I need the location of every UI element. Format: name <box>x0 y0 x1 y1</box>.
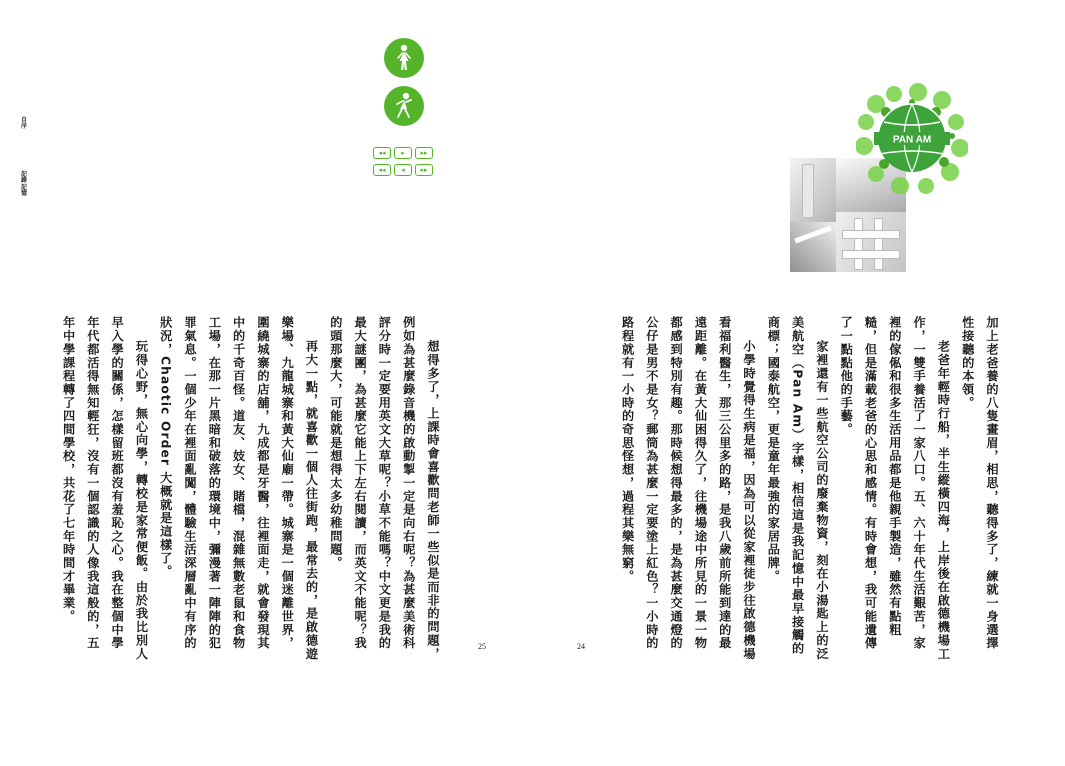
fast-forward-button: ▸▸ <box>415 147 433 159</box>
running-person-icon <box>384 86 424 126</box>
running-header-preface: 自序 <box>20 117 27 131</box>
paragraph: 加上老爸養的八隻畫眉，相思，聽得多了，練就一身選擇性接聽的本領。 <box>960 316 999 650</box>
left-page-body-text <box>55 316 445 661</box>
media-controls-bottom <box>373 164 433 176</box>
paragraph: 老爸年輕時行船，半生縱橫四海，上岸後在啟德機場工作，一雙手養活了一家八口。五、六十年代生活艱苦，家裡的傢俬和很多生活用品都是他親手製造，雖然有點粗糙，但是滿載老爸的心思和感情。有時會想，我可能遺傳了一點點他的手藝。 <box>839 316 951 661</box>
rewind-button: ◂◂ <box>373 147 391 159</box>
paragraph: 再大一點，就喜歡一個人往街跑，最常去的，是啟德遊樂場、九龍城寨和黃大仙廟一帶。城寨是一個迷離世界，圍繞城寨的店舖，九成都是牙醫，往裡面走，就會發現其中的千奇百怪。道友、妓女、賭檔，混雜無數老鼠和食物工場，在那一片黑暗和破落的環境中，彌漫著一陣陣的犯罪氣息。一個少年在裡面亂闖，體驗生活深層亂中有序的狀況，Chaotic Order 大概就是這樣了。 <box>158 316 319 661</box>
play-button: ▸ <box>394 147 412 159</box>
right-page-body-text <box>620 316 1004 661</box>
standing-person-icon <box>384 38 424 78</box>
paragraph: 小學時覺得生病是福，因為可以從家裡徒步往啟德機場看福利醫生，那三公里多的路，是我八歲前所能到達的最遠距離。在黃大仙困得久了，往機場途中所見的一景一物都感到特別有趣。那時候想得最多的，是為甚麼交通燈的公仔是男不是女？郵筒為甚麼一定要塗上紅色？一小時的路程就有一小時的奇思怪想，過程其樂無窮。 <box>620 316 757 661</box>
reverse-play-button: ◂ <box>394 164 412 176</box>
running-header-book-title: 記錄記憶 <box>20 171 27 197</box>
paragraph: 玩得心野，無心向學，轉校是家常便飯。由於我比別人早入學的關係，怎樣留班都沒有羞恥之心。我在整個中學年代都活得無知輕狂，沒有一個認識的人像我這般的，五年中學課程轉了四間學校，共花了七年時間才畢業。 <box>61 316 149 661</box>
pan-am-logo-icon <box>856 82 968 194</box>
fast-forward-button: ▸▸ <box>415 164 433 176</box>
media-controls-top <box>373 147 433 159</box>
page-number-left: 25 <box>478 642 486 651</box>
page-number-right: 24 <box>577 642 585 651</box>
paragraph: 想得多了，上課時會喜歡問老師一些似是而非的問題，例如為甚麼錄音機的啟動掣一定是向右呢？為甚麼美術科評分時一定要用英文大草呢？小草不能嗎？中文更是我的最大謎團，為甚麼它能上下左右閱讀，而英文不能呢？我的頭那麼大，可能就是想得太多幼稚問題。 <box>328 316 440 661</box>
rewind-button: ◂◂ <box>373 164 391 176</box>
paragraph: 家裡還有一些航空公司的廢棄物資，刻在小湯匙上的泛美航空（Pan Am）字樣，相信這是我記憶中最早接觸的商標；國泰航空，更是童年最強的家居品牌。 <box>766 316 829 661</box>
logo-text: PAN AM <box>892 134 932 146</box>
left-page <box>0 0 532 766</box>
